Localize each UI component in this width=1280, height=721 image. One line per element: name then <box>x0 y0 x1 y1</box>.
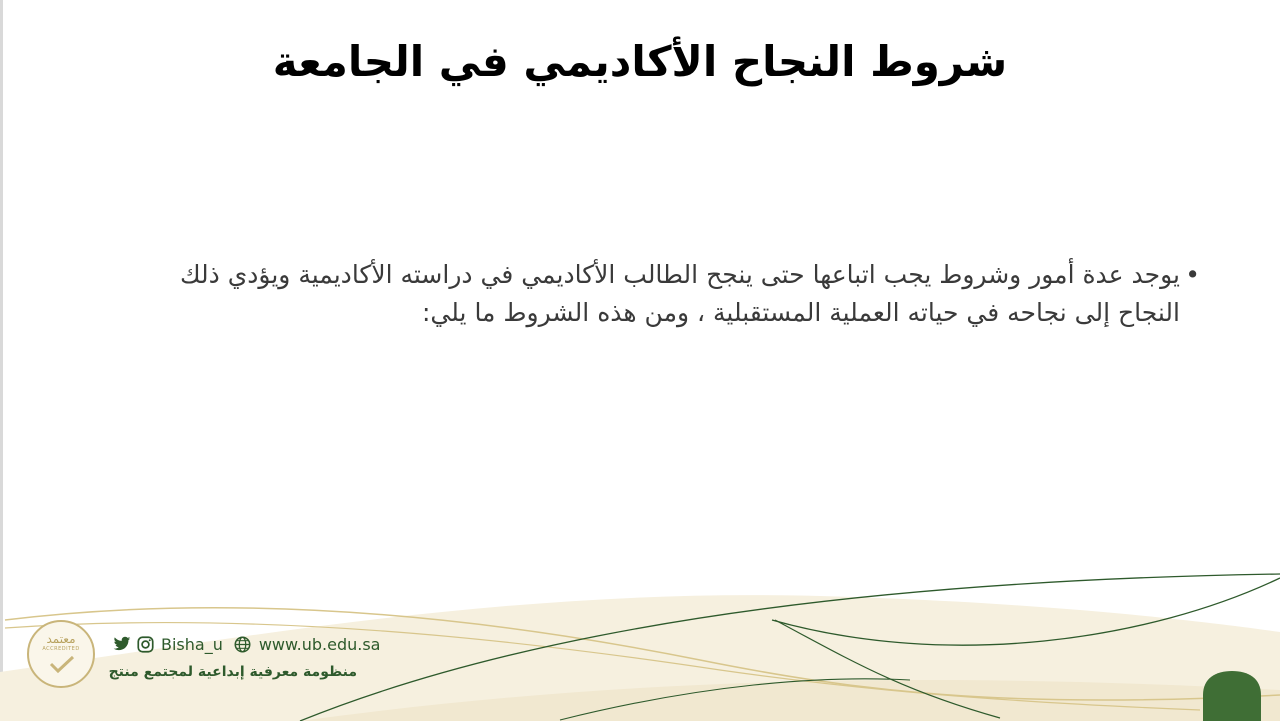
twitter-handle[interactable]: Bisha_u <box>161 634 223 654</box>
bullet-list <box>140 256 1200 332</box>
footer <box>0 612 420 712</box>
bullet-marker: • <box>1185 260 1200 289</box>
bullet-text: يوجد عدة أمور وشروط يجب اتباعها حتى ينجح الطالب الأكاديمي في دراسته الأكاديمية ويؤدي ذلك النجاح إلى نجاحه في حياته العملية المستقبلية ، ومن هذه الشروط ما يلي: <box>179 260 1180 327</box>
twitter-icon[interactable] <box>112 634 132 654</box>
bullet-item <box>140 256 1200 332</box>
slide-title: شروط النجاح الأكاديمي في الجامعة <box>272 37 1008 86</box>
seal-check-icon <box>49 654 75 674</box>
slide-body <box>140 256 1200 332</box>
social-row <box>112 632 380 656</box>
globe-icon <box>233 634 253 654</box>
website-link[interactable]: www.ub.edu.sa <box>258 634 381 654</box>
university-tagline: منظومة معرفية إبداعية لمجتمع منتج <box>108 664 357 680</box>
seal-english-text: ACCREDITED <box>42 646 80 652</box>
seal-arabic-text: معتمد <box>46 632 76 646</box>
instagram-icon[interactable] <box>135 634 155 654</box>
accreditation-seal <box>27 620 95 688</box>
green-arch-shape <box>1203 671 1261 721</box>
